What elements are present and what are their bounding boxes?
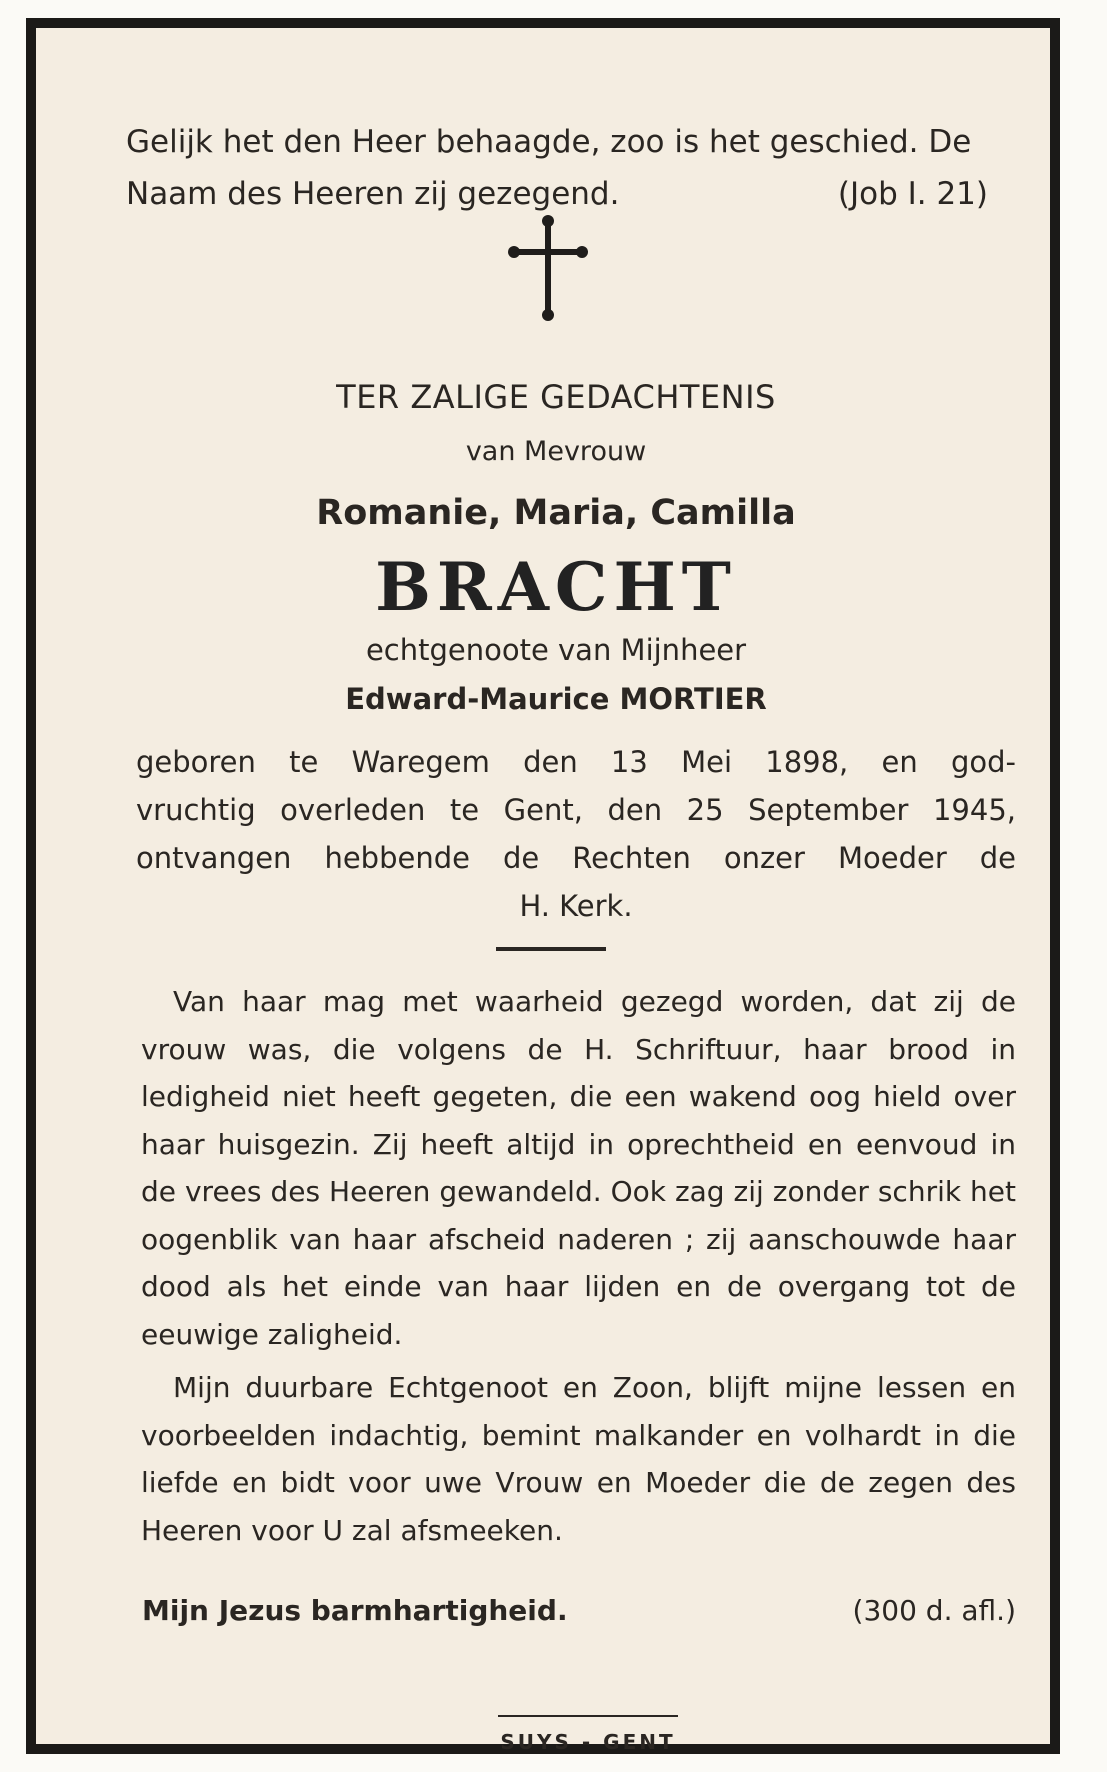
divider bbox=[496, 947, 606, 951]
bible-quote bbox=[126, 116, 988, 220]
bio-line: geboren te Waregem den 13 Mei 1898, en god- bbox=[136, 745, 1016, 779]
memorial-heading: TER ZALIGE GEDACHTENIS bbox=[336, 378, 776, 416]
footer-rule bbox=[498, 1715, 678, 1717]
quote-line-1 bbox=[126, 116, 988, 168]
surname: BRACHT bbox=[375, 548, 737, 626]
quote-reference: (Job I. 21) bbox=[837, 176, 988, 212]
eulogy-paragraph-2: Mijn duurbare Echtgenoot en Zoon, blijft mijne lessen en voorbeelden indachtig, bemint malkander en volhardt in die liefde en bidt voor uwe Vrouw en Moeder die de zegen des Heeren voor U zal afsmeeken. bbox=[141, 1371, 1016, 1547]
given-names: Romanie, Maria, Camilla bbox=[316, 493, 796, 533]
biography bbox=[136, 738, 1016, 930]
spouse-name: Edward-Maurice MORTIER bbox=[345, 682, 767, 716]
eulogy bbox=[141, 978, 1016, 1554]
printer-mark: SUYS - GENT bbox=[500, 1730, 676, 1754]
quote-text-line-1: Gelijk het den Heer behaagde, zoo is het geschied. De bbox=[126, 124, 972, 160]
bio-line: H. Kerk. bbox=[519, 889, 633, 923]
bio-line: vruchtig overleden te Gent, den 25 September 1945, bbox=[136, 793, 1016, 827]
indulgence: (300 d. afl.) bbox=[852, 1594, 1016, 1627]
prayer: Mijn Jezus barmhartigheid. bbox=[142, 1594, 568, 1627]
title-prefix: van Mevrouw bbox=[465, 436, 647, 467]
eulogy-paragraph-1: Van haar mag met waarheid gezegd worden, dat zij de vrouw was, die volgens de H. Schriftuur, haar brood in ledigheid niet heeft gegeten, die een wakend oog hield over haar huisgezin. Zij heeft altijd in oprechtheid en eenvoud in de vrees des Heeren gewandeld. Ook zag zij zonder schrik het oogenblik van haar afscheid naderen ; zij aanschouwde haar dood als het einde van haar lijden en de overgang tot de eeuwige zaligheid. bbox=[141, 985, 1016, 1351]
bio-line: ontvangen hebbende de Rechten onzer Moeder de bbox=[136, 841, 1016, 875]
quote-text-line-2: Naam des Heeren zij gezegend. bbox=[126, 176, 620, 212]
prayer-row bbox=[142, 1594, 1016, 1627]
spouse-intro: echtgenoote van Mijnheer bbox=[365, 633, 747, 667]
memorial-card bbox=[26, 18, 1060, 1754]
cross-icon bbox=[508, 213, 588, 323]
